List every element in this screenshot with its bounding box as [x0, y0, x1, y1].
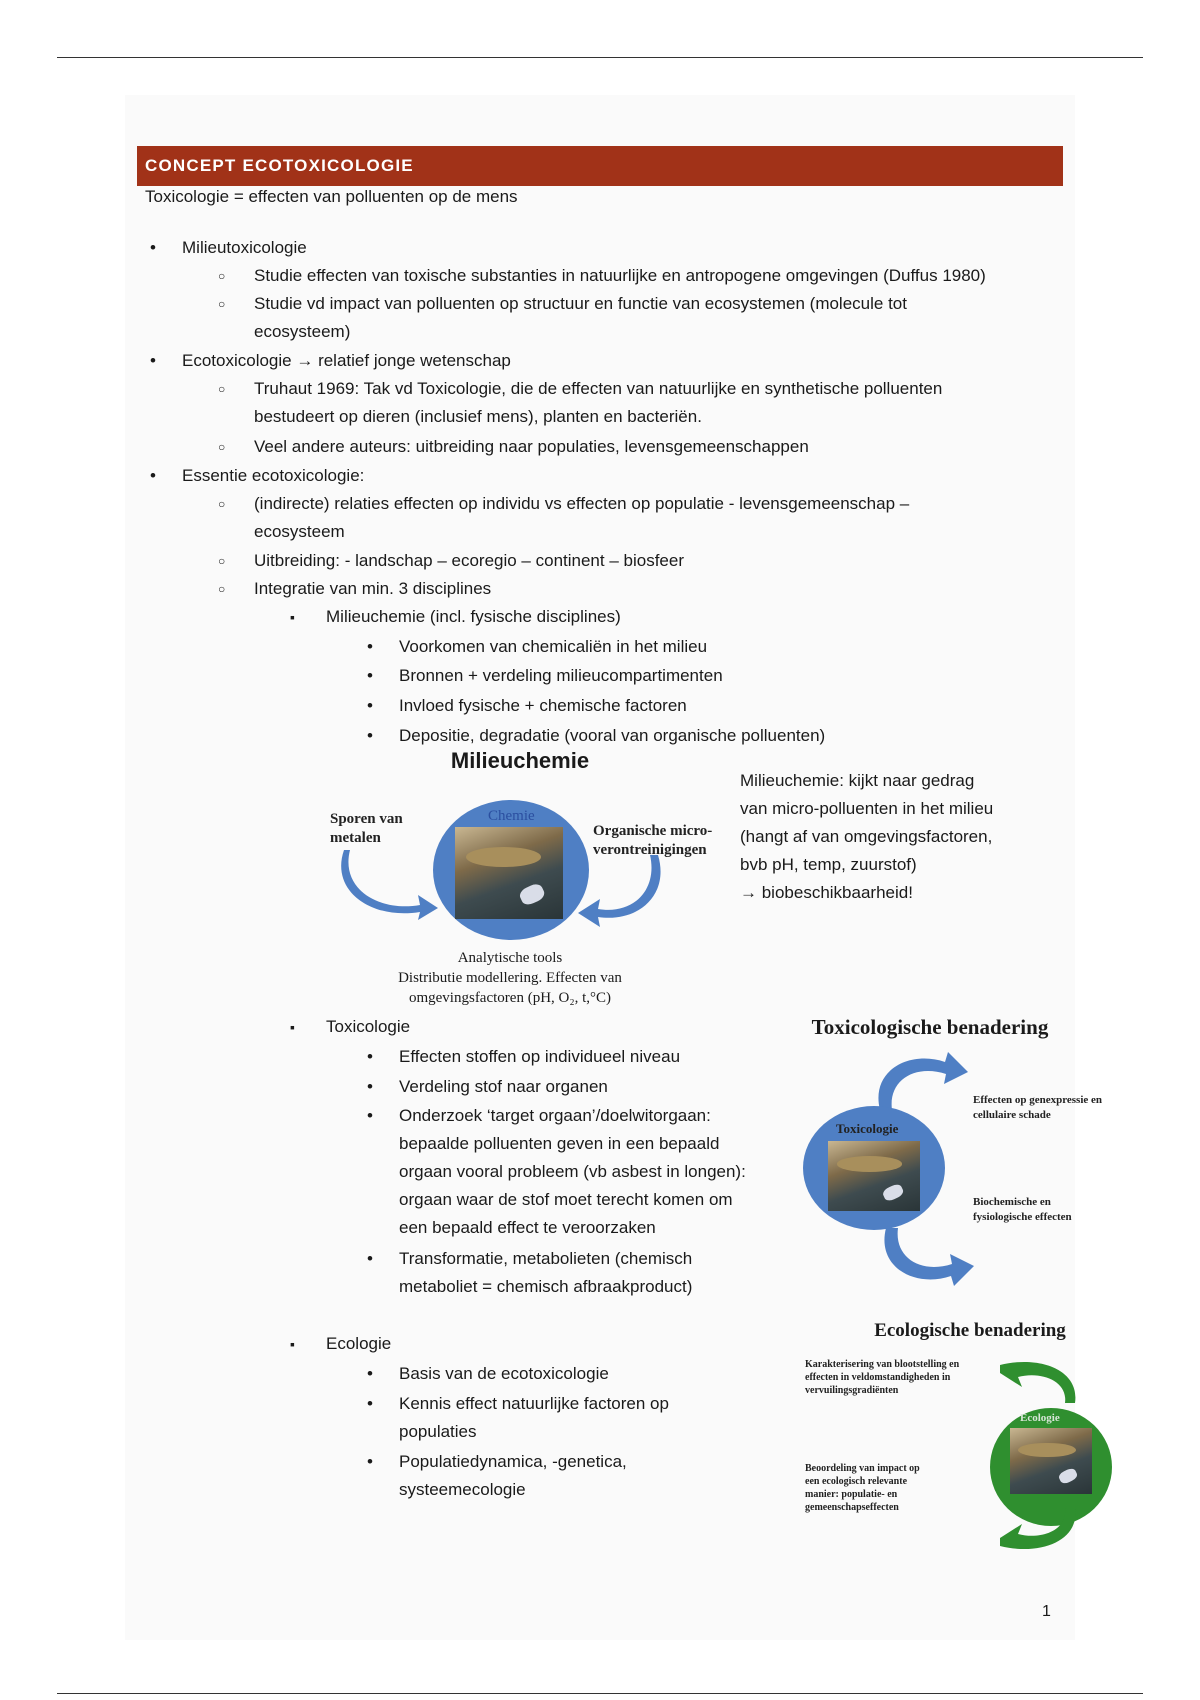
detail-continued: bepaalde polluenten geven in een bepaald	[399, 1134, 720, 1153]
sub-bullet: ○ Integratie van min. 3 disciplines	[254, 575, 491, 603]
circle-label: Ecologie	[1020, 1412, 1060, 1424]
detail-continued: metaboliet = chemisch afbraakproduct)	[399, 1277, 693, 1296]
arrow-top	[1000, 1355, 1085, 1405]
caption-line: van micro-polluenten in het milieu	[740, 799, 994, 818]
figure-label: fysiologische effecten	[973, 1211, 1072, 1223]
sub-bullet: ○ Studie effecten van toxische substanties in natuurlijke en antropogene omgevingen (Duffus 1980)	[254, 262, 986, 290]
detail-bullet: • Bronnen + verdeling milieucompartimenten	[399, 662, 723, 690]
sub-bullet: ○ (indirecte) relaties effecten op individu vs effecten op populatie - levensgemeenschap –	[254, 490, 909, 518]
detail-bullet: • Voorkomen van chemicaliën in het milieu	[399, 633, 707, 661]
sub-bullet-continued: ecosysteem	[254, 522, 345, 541]
sub-bullet-continued: bestudeert op dieren (inclusief mens), planten en bacteriën.	[254, 407, 702, 426]
detail-bullet: • Verdeling stof naar organen	[399, 1073, 608, 1101]
caption-line: Milieuchemie: kijkt naar gedrag	[740, 771, 975, 790]
figure-label: Distributie modellering. Effecten van	[398, 970, 622, 986]
detail-bullet: • Effecten stoffen op individueel niveau	[399, 1043, 680, 1071]
figure-label: Biochemische en	[973, 1196, 1051, 1208]
figure-title: Toxicologische benadering	[811, 1015, 1049, 1039]
bullet-essentie: • Essentie ecotoxicologie:	[182, 462, 364, 490]
page-number: 1	[1042, 1603, 1051, 1620]
figure-label: Analytische tools	[457, 950, 563, 966]
detail-continued: orgaan vooral probleem (vb asbest in longen):	[399, 1162, 746, 1181]
section-header: CONCEPT ECOTOXICOLOGIE	[137, 146, 1063, 186]
sub-bullet: ○ Truhaut 1969: Tak vd Toxicologie, die de effecten van natuurlijke en synthetische polluenten	[254, 375, 942, 403]
detail-continued: populaties	[399, 1422, 477, 1441]
arrow-right	[578, 855, 673, 930]
detail-bullet: • Depositie, degradatie (vooral van organische polluenten)	[399, 722, 825, 750]
figure-label: metalen	[330, 830, 381, 846]
figure-label: manier: populatie- en	[805, 1489, 898, 1500]
detail-bullet: • Transformatie, metabolieten (chemisch	[399, 1245, 692, 1273]
figure-label: Organische micro-	[593, 823, 713, 839]
bottom-rule	[57, 1693, 1143, 1694]
figure-label: effecten in veldomstandigheden in	[805, 1372, 951, 1383]
arrow-bottom	[1000, 1506, 1085, 1556]
figure-label: Sporen van	[330, 811, 403, 827]
sub-bullet: ○ Uitbreiding: - landschap – ecoregio – continent – biosfeer	[254, 547, 684, 575]
figure-label: Karakterisering van blootstelling en	[805, 1359, 960, 1370]
fish-bird-image	[455, 827, 563, 919]
detail-bullet: • Basis van de ecotoxicologie	[399, 1360, 609, 1388]
caption-line: → biobeschikbaarheid!	[740, 883, 913, 902]
circle-label: Toxicologie	[836, 1121, 899, 1136]
bullet-ecotoxicologie: • Ecotoxicologie → relatief jonge wetenschap	[182, 347, 511, 375]
sub-bullet: ○ Veel andere auteurs: uitbreiding naar populaties, levensgemeenschappen	[254, 433, 809, 461]
fish-bird-image	[828, 1141, 920, 1211]
intro-line: Toxicologie = effecten van polluenten op de mens	[145, 187, 518, 206]
figure-label: een ecologisch relevante	[805, 1476, 908, 1487]
discipline-ecologie: ▪ Ecologie	[326, 1330, 391, 1358]
detail-bullet: • Invloed fysische + chemische factoren	[399, 692, 687, 720]
figure-label: Beoordeling van impact op	[805, 1463, 920, 1474]
figure-title: Milieuchemie	[450, 748, 590, 773]
discipline-milieuchemie: ▪ Milieuchemie (incl. fysische disciplines)	[326, 603, 621, 631]
discipline-toxicologie: ▪ Toxicologie	[326, 1013, 410, 1041]
arrow-left	[340, 850, 440, 920]
fish-bird-image	[1010, 1428, 1092, 1494]
arrow-bottom	[876, 1228, 976, 1288]
detail-continued: orgaan waar de stof moet terecht komen om	[399, 1190, 733, 1209]
detail-bullet: • Kennis effect natuurlijke factoren op	[399, 1390, 669, 1418]
figure-label: omgevingsfactoren (pH, O₂, t,°C)	[408, 990, 612, 1006]
figure-label: Effecten op genexpressie en	[973, 1094, 1103, 1106]
detail-continued: systeemecologie	[399, 1480, 526, 1499]
circle-label: Chemie	[488, 808, 535, 824]
figure-label: vervuilingsgradiënten	[805, 1385, 899, 1396]
arrow-top	[870, 1050, 970, 1110]
bullet-milieutoxicologie: • Milieutoxicologie	[182, 234, 307, 262]
figure-label: gemeenschapseffecten	[805, 1502, 899, 1513]
figure-title: Ecologische benadering	[874, 1320, 1066, 1341]
top-rule	[57, 57, 1143, 58]
detail-bullet: • Populatiedynamica, -genetica,	[399, 1448, 627, 1476]
detail-bullet: • Onderzoek ‘target orgaan’/doelwitorgaan:	[399, 1102, 711, 1130]
figure-label: cellulaire schade	[973, 1109, 1051, 1121]
sub-bullet-continued: ecosysteem)	[254, 322, 351, 341]
detail-continued: een bepaald effect te veroorzaken	[399, 1218, 656, 1237]
figure-label: verontreinigingen	[593, 842, 707, 858]
caption-line: (hangt af van omgevingsfactoren,	[740, 827, 993, 846]
caption-line: bvb pH, temp, zuurstof)	[740, 855, 917, 874]
sub-bullet: ○ Studie vd impact van polluenten op structuur en functie van ecosystemen (molecule tot	[254, 290, 907, 318]
